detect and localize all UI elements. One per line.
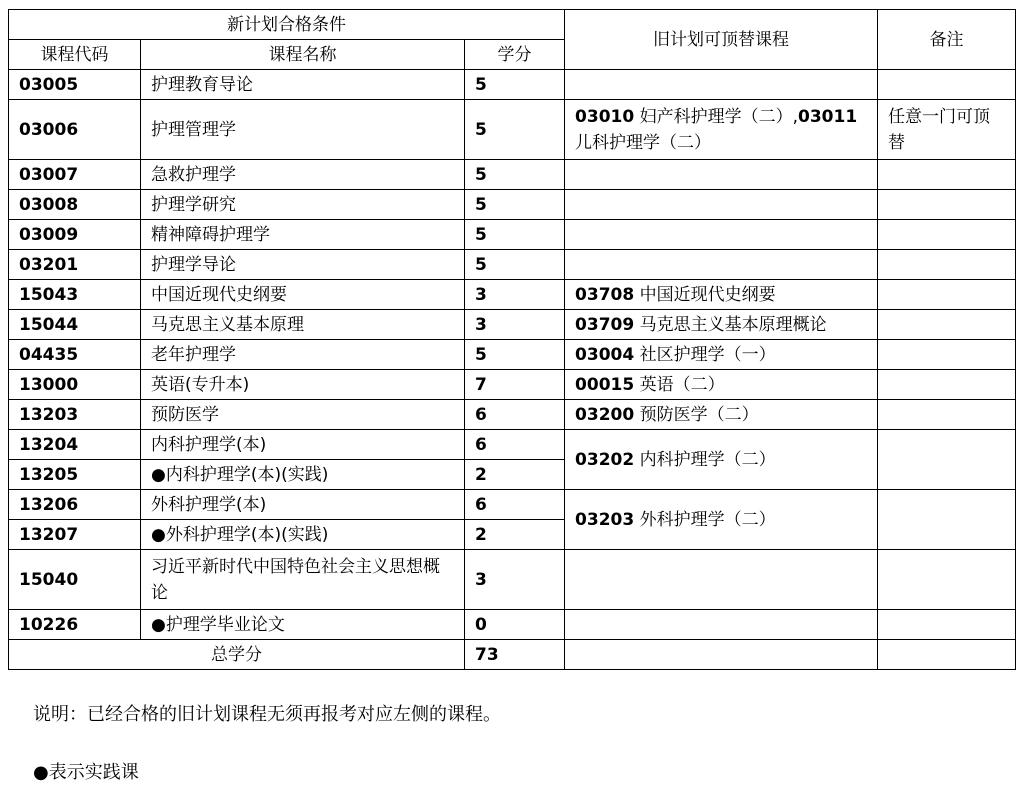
- old-course: [565, 640, 878, 670]
- course-credit: 5: [465, 340, 565, 370]
- old-course-name: 社区护理学（一）: [639, 344, 776, 365]
- course-credit: 3: [465, 280, 565, 310]
- course-code: 15043: [9, 280, 141, 310]
- remark: [878, 400, 1016, 430]
- practice-legend: ●表示实践课: [33, 762, 139, 783]
- old-course: [565, 430, 878, 490]
- course-code: 04435: [9, 340, 141, 370]
- table-row: [9, 550, 1016, 610]
- course-credit: 0: [465, 610, 565, 640]
- header-remark: 备注: [878, 10, 1016, 70]
- course-name: 习近平新时代中国特色社会主义思想概论: [141, 550, 465, 610]
- header-new-plan: 新计划合格条件: [9, 10, 565, 40]
- table-row: [9, 160, 1016, 190]
- header-old-plan: 旧计划可顶替课程: [565, 10, 878, 70]
- remark: [878, 70, 1016, 100]
- old-course-code: 03010: [575, 106, 635, 127]
- old-course: [565, 610, 878, 640]
- course-name: 外科护理学(本): [141, 490, 465, 520]
- course-name: 内科护理学(本): [141, 430, 465, 460]
- table-row: [9, 430, 1016, 460]
- old-course-name: 马克思主义基本原理概论: [639, 314, 827, 335]
- course-name: 护理管理学: [141, 100, 465, 160]
- table-row: [9, 280, 1016, 310]
- remark: 任意一门可顶替: [878, 100, 1016, 160]
- course-code: 13207: [9, 520, 141, 550]
- course-credit: 7: [465, 370, 565, 400]
- remark: [878, 490, 1016, 550]
- course-credit: 5: [465, 70, 565, 100]
- table-row: [9, 310, 1016, 340]
- old-course-name: 妇产科护理学（二）,: [639, 106, 798, 127]
- table-row: [9, 490, 1016, 520]
- course-name: ●外科护理学(本)(实践): [141, 520, 465, 550]
- old-course-code: 03004: [575, 344, 635, 365]
- remark: [878, 550, 1016, 610]
- header-credit: 学分: [465, 40, 565, 70]
- old-course-code: 03202: [575, 449, 635, 470]
- old-course-name: 英语（二）: [639, 374, 725, 395]
- old-course: [565, 280, 878, 310]
- remark: [878, 430, 1016, 490]
- course-name: 护理学导论: [141, 250, 465, 280]
- course-name: 精神障碍护理学: [141, 220, 465, 250]
- course-credit: 5: [465, 220, 565, 250]
- course-code: 03008: [9, 190, 141, 220]
- course-code: 15044: [9, 310, 141, 340]
- old-course-code-2: 03011: [798, 106, 858, 127]
- course-name: ●内科护理学(本)(实践): [141, 460, 465, 490]
- course-code: 13205: [9, 460, 141, 490]
- header-name: 课程名称: [141, 40, 465, 70]
- course-credit: 6: [465, 400, 565, 430]
- old-course-name: 内科护理学（二）: [639, 449, 776, 470]
- table-row: [9, 400, 1016, 430]
- course-credit: 6: [465, 490, 565, 520]
- old-course: [565, 490, 878, 550]
- table-row: [9, 190, 1016, 220]
- course-code: 03201: [9, 250, 141, 280]
- course-code: 03005: [9, 70, 141, 100]
- course-code: 13204: [9, 430, 141, 460]
- old-course-code: 03708: [575, 284, 635, 305]
- course-credit: 2: [465, 520, 565, 550]
- header-code: 课程代码: [9, 40, 141, 70]
- old-course: [565, 340, 878, 370]
- old-course-name-2: 儿科护理学（二）: [575, 132, 712, 153]
- remark: [878, 310, 1016, 340]
- old-course: [565, 100, 878, 160]
- course-name: 预防医学: [141, 400, 465, 430]
- old-course-name: 中国近现代史纲要: [639, 284, 776, 305]
- course-code: 15040: [9, 550, 141, 610]
- remark: [878, 160, 1016, 190]
- course-credit: 3: [465, 550, 565, 610]
- course-code: 13000: [9, 370, 141, 400]
- old-course: [565, 70, 878, 100]
- table-row: [9, 340, 1016, 370]
- explanation-note: 说明：已经合格的旧计划课程无须再报考对应左侧的课程。: [33, 704, 501, 725]
- course-name: ●护理学毕业论文: [141, 610, 465, 640]
- table-row: [9, 610, 1016, 640]
- remark: [878, 340, 1016, 370]
- old-course: [565, 250, 878, 280]
- remark: [878, 610, 1016, 640]
- old-course: [565, 160, 878, 190]
- course-code: 13203: [9, 400, 141, 430]
- course-name: 英语(专升本): [141, 370, 465, 400]
- table-row: [9, 100, 1016, 160]
- course-name: 老年护理学: [141, 340, 465, 370]
- remark: [878, 640, 1016, 670]
- old-course-code: 00015: [575, 374, 635, 395]
- old-course: [565, 550, 878, 610]
- course-name: 马克思主义基本原理: [141, 310, 465, 340]
- old-course: [565, 310, 878, 340]
- course-credit: 5: [465, 160, 565, 190]
- table-row: [9, 70, 1016, 100]
- course-code: 03009: [9, 220, 141, 250]
- course-replacement-table: [8, 9, 1016, 670]
- total-label: 总学分: [9, 640, 465, 670]
- remark: [878, 370, 1016, 400]
- table-row: [9, 370, 1016, 400]
- course-name: 急救护理学: [141, 160, 465, 190]
- table-row: [9, 220, 1016, 250]
- old-course-code: 03709: [575, 314, 635, 335]
- old-course-code: 03203: [575, 509, 635, 530]
- old-course: [565, 220, 878, 250]
- old-course: [565, 190, 878, 220]
- course-name: 护理学研究: [141, 190, 465, 220]
- course-code: 13206: [9, 490, 141, 520]
- course-credit: 5: [465, 250, 565, 280]
- course-code: 10226: [9, 610, 141, 640]
- course-credit: 2: [465, 460, 565, 490]
- old-course: [565, 370, 878, 400]
- course-credit: 5: [465, 190, 565, 220]
- table-row: [9, 250, 1016, 280]
- old-course-name: 外科护理学（二）: [639, 509, 776, 530]
- remark: [878, 280, 1016, 310]
- old-course: [565, 400, 878, 430]
- remark: [878, 250, 1016, 280]
- course-code: 03006: [9, 100, 141, 160]
- old-course-code: 03200: [575, 404, 635, 425]
- old-course-name: 预防医学（二）: [639, 404, 759, 425]
- total-row: [9, 640, 1016, 670]
- total-value: 73: [465, 640, 565, 670]
- remark: [878, 190, 1016, 220]
- course-name: 中国近现代史纲要: [141, 280, 465, 310]
- course-credit: 3: [465, 310, 565, 340]
- course-code: 03007: [9, 160, 141, 190]
- remark: [878, 220, 1016, 250]
- course-credit: 6: [465, 430, 565, 460]
- course-credit: 5: [465, 100, 565, 160]
- course-name: 护理教育导论: [141, 70, 465, 100]
